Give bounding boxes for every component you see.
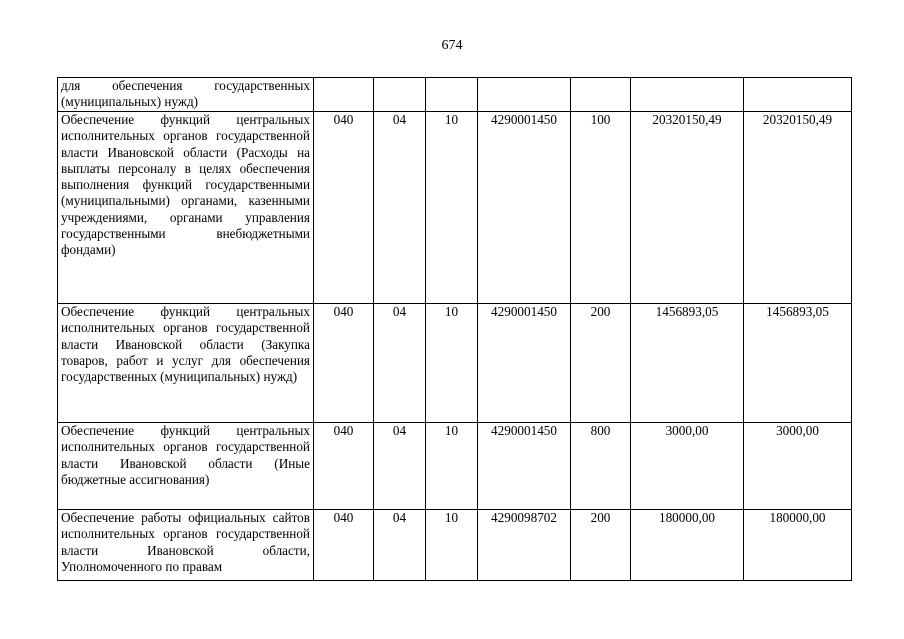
subsection-code: 10: [426, 112, 478, 304]
amount-year-1: 1456893,05: [631, 304, 744, 423]
amount-year-2: 180000,00: [744, 510, 852, 581]
section-code: 04: [374, 304, 426, 423]
section-code: 04: [374, 510, 426, 581]
table-row: [58, 510, 852, 581]
expense-type-code: 800: [571, 423, 631, 510]
table-row: [58, 304, 852, 423]
amount-year-1: [631, 78, 744, 112]
amount-year-2: [744, 78, 852, 112]
ministry-code: 040: [314, 112, 374, 304]
row-description: для обеспечения государственных (муниципальных) нужд): [58, 78, 314, 112]
ministry-code: 040: [314, 510, 374, 581]
ministry-code: 040: [314, 304, 374, 423]
target-article-code: 4290001450: [478, 304, 571, 423]
amount-year-1: 20320150,49: [631, 112, 744, 304]
row-description: Обеспечение функций центральных исполнительных органов государственной власти Ивановской области (Расходы на выплаты персоналу в целях обеспечения выполнения функций государственными (муниципальными) органами, казенными учреждениями, органами управления государственными внебюджетными фондами): [58, 112, 314, 304]
amount-year-2: 1456893,05: [744, 304, 852, 423]
row-description: Обеспечение функций центральных исполнительных органов государственной власти Ивановской области (Иные бюджетные ассигнования): [58, 423, 314, 510]
expense-type-code: [571, 78, 631, 112]
amount-year-1: 180000,00: [631, 510, 744, 581]
expense-type-code: 200: [571, 304, 631, 423]
section-code: 04: [374, 112, 426, 304]
budget-table: [57, 77, 852, 581]
target-article-code: 4290001450: [478, 112, 571, 304]
amount-year-2: 3000,00: [744, 423, 852, 510]
row-description: Обеспечение работы официальных сайтов исполнительных органов государственной власти Ивановской области, Уполномоченного по правам: [58, 510, 314, 581]
ministry-code: 040: [314, 423, 374, 510]
row-description: Обеспечение функций центральных исполнительных органов государственной власти Ивановской области (Закупка товаров, работ и услуг для обеспечения государственных (муниципальных) нужд): [58, 304, 314, 423]
ministry-code: [314, 78, 374, 112]
section-code: [374, 78, 426, 112]
table-row: [58, 78, 852, 112]
amount-year-1: 3000,00: [631, 423, 744, 510]
target-article-code: 4290098702: [478, 510, 571, 581]
subsection-code: 10: [426, 304, 478, 423]
section-code: 04: [374, 423, 426, 510]
page-number: 674: [441, 38, 463, 53]
subsection-code: 10: [426, 510, 478, 581]
table-row: [58, 423, 852, 510]
target-article-code: [478, 78, 571, 112]
expense-type-code: 200: [571, 510, 631, 581]
subsection-code: [426, 78, 478, 112]
amount-year-2: 20320150,49: [744, 112, 852, 304]
subsection-code: 10: [426, 423, 478, 510]
expense-type-code: 100: [571, 112, 631, 304]
table-row: [58, 112, 852, 304]
target-article-code: 4290001450: [478, 423, 571, 510]
